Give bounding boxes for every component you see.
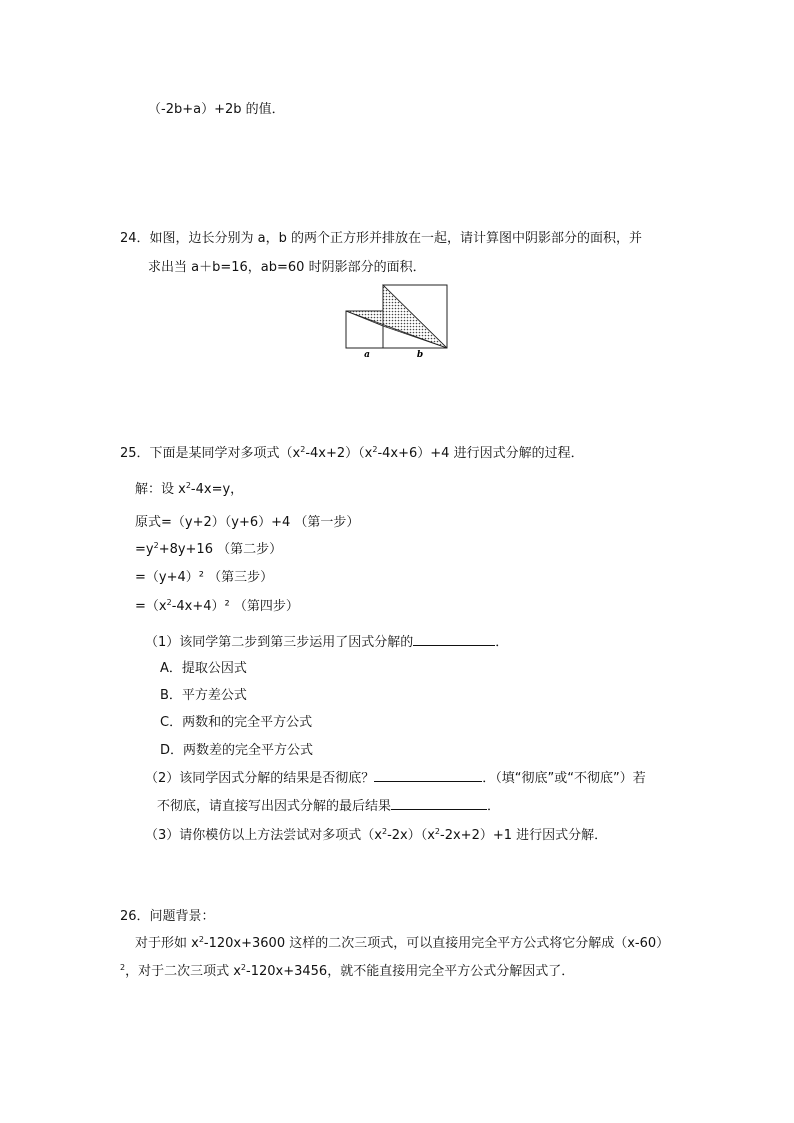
option-d: D．两数差的完全平方公式 [160,743,314,758]
q25-sub-1: （1）该同学第二步到第三步运用了因式分解的 ． [145,635,509,650]
q25-step-3: =（y+4）² （第三步） [135,570,274,585]
answer-blank-1[interactable] [413,633,495,646]
q25-step-4: $=(x^2-4x+4)^2$ （第四步） [135,598,299,614]
q24-line-2: 求出当 a＋b=16，ab=60 时阴影部分的面积． [148,260,426,275]
q25-step-1: 原式=（y+2）（y+6）+4 （第一步） [135,515,360,530]
q25-intro: 25．下面是某同学对多项式$(x^2-4x+2)(x^2-4x+6)+4$ 进行因式分解的过程． [120,445,584,461]
option-b: B．平方差公式 [160,688,247,703]
q25-sub-3: （3）请你模仿以上方法尝试对多项式$(x^2-2x)(x^2-2x+2)+1$ 进行因式分解． [145,827,608,843]
q24-squares-figure [343,283,453,358]
label-a: a [364,350,370,358]
q24-line-1: 24．如图，边长分别为 a，b 的两个正方形并排放在一起，请计算图中阴影部分的面积，并 [120,231,643,246]
q25-step-2: $=y^2+8y+16$ （第二步） [135,541,283,557]
q25-sub-2: （2）该同学因式分解的结果是否彻底？ ．（填“彻底”或“不彻底”）若 [145,771,646,786]
continued-expression: （-2b+a）+2b 的值． [148,102,285,117]
q25-sub-2-cont: 不彻底，请直接写出因式分解的最后结果 ． [157,799,501,814]
option-c: C．两数和的完全平方公式 [160,715,313,730]
answer-blank-3[interactable] [391,797,487,810]
q26-para-2: $^2$，对于二次三项式 $x^2-120x+3456$，就不能直接用完全平方公式分解因式了． [120,963,575,979]
option-a: A．提取公因式 [160,661,247,676]
label-b: b [416,350,424,358]
answer-blank-2[interactable] [374,769,482,782]
q26-para-1: 对于形如 $x^2-120x+3600$ 这样的二次三项式，可以直接用完全平方公式将它分解成（x-60） [135,935,670,951]
q26-title: 26．问题背景： [120,909,215,924]
q25-solution-let: 解：设 $x^2-4x=y$， [135,481,244,497]
